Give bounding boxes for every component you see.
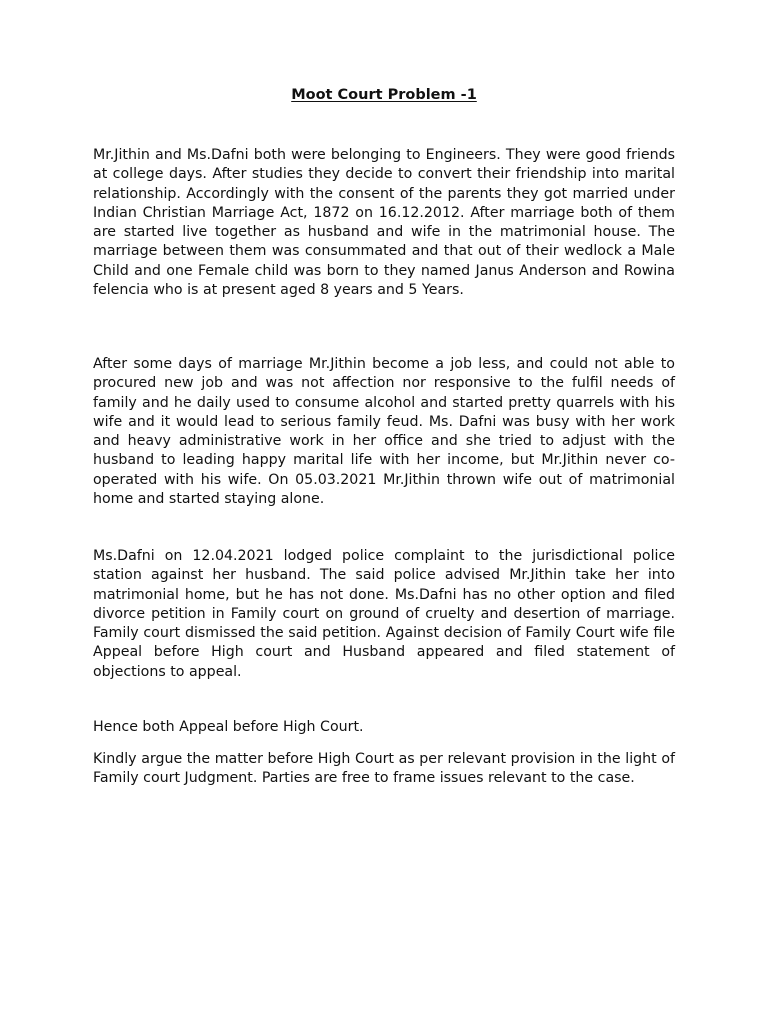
paragraph-appeal: Hence both Appeal before High Court. <box>93 719 364 735</box>
paragraph-background: Mr.Jithin and Ms.Dafni both were belonging to Engineers. They were good friends at college days. After studies they decide to convert their friendship into marital relationship. Accordingly with the consent of the parents they got married under Indian Christian Marriage Act, 1872 on 16.12.2012. After marriage both of them are started live together as husband and wife in the matrimonial house. The marriage between them was consummated and that out of their wedlock a Male Child and one Female child was born to they named Janus Anderson and Rowina felencia who is at present aged 8 years and 5 Years. <box>93 147 675 299</box>
paragraph-proceedings: Ms.Dafni on 12.04.2021 lodged police complaint to the jurisdictional police station against her husband. The said police advised Mr.Jithin take her into matrimonial home, but he has not done. Ms.Dafni has no other option and filed divorce petition in Family court on ground of cruelty and desertion of marriage. Family court dismissed the said petition. Against decision of Family Court wife file Appeal before High court and Husband appeared and filed statement of objections to appeal. <box>93 548 675 680</box>
paragraph-dispute: After some days of marriage Mr.Jithin become a job less, and could not able to procured new job and was not affection nor responsive to the fulfil needs of family and he daily used to consume alcohol and started pretty quarrels with his wife and it would lead to serious family feud. Ms. Dafni was busy with her work and heavy administrative work in her office and she tried to adjust with the husband to leading happy marital life with her income, but Mr.Jithin never co-operated with his wife. On 05.03.2021 Mr.Jithin thrown wife out of matrimonial home and started staying alone. <box>93 356 675 508</box>
document-title: Moot Court Problem -1 <box>291 87 477 103</box>
paragraph-instructions: Kindly argue the matter before High Court as per relevant provision in the light of Family court Judgment. Parties are free to frame issues relevant to the case. <box>93 751 675 787</box>
